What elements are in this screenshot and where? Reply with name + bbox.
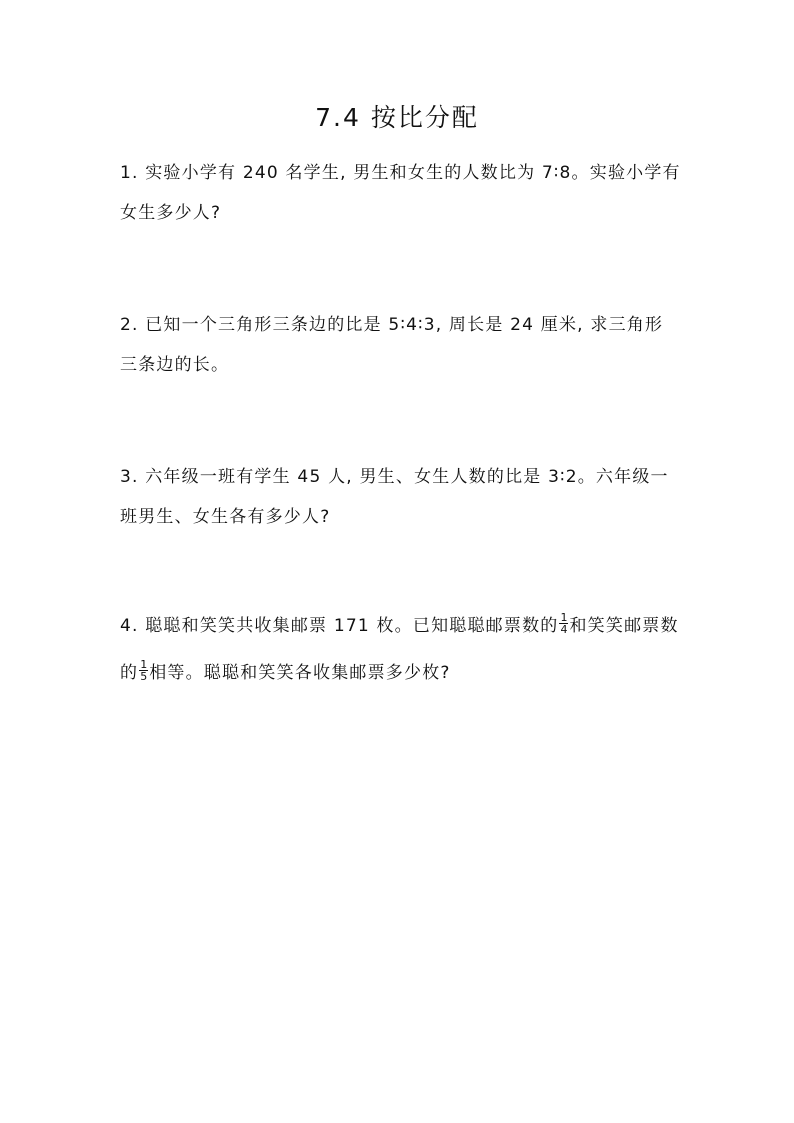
problem-2-line-2: 三条边的长。	[120, 355, 230, 375]
page-title: 7.4 按比分配	[315, 103, 479, 132]
problem-4-line-2-text-a: 的	[120, 663, 139, 683]
fraction-numerator: 1	[560, 610, 568, 624]
problem-3-line-1: 3. 六年级一班有学生 45 人, 男生、女生人数的比是 3∶2。六年级一	[120, 467, 669, 487]
fraction-denominator: 5	[140, 669, 148, 683]
problem-2-line-1: 2. 已知一个三角形三条边的比是 5∶4∶3, 周长是 24 厘米, 求三角形	[120, 315, 664, 335]
problem-1-line-2: 女生多少人?	[120, 203, 222, 223]
fraction-one-fifth	[139, 659, 148, 682]
fraction-numerator: 1	[140, 657, 148, 671]
fraction-one-quarter	[559, 612, 568, 635]
problem-3-line-2: 班男生、女生各有多少人?	[120, 507, 331, 527]
fraction-denominator: 4	[560, 622, 568, 636]
problem-4-line-1	[120, 610, 679, 638]
problem-4-line-1-text-a: 4. 聪聪和笑笑共收集邮票 171 枚。已知聪聪邮票数的	[120, 616, 559, 636]
problem-1-line-1: 1. 实验小学有 240 名学生, 男生和女生的人数比为 7∶8。实验小学有	[120, 163, 681, 183]
problem-4-line-2	[120, 657, 451, 685]
problem-4-line-1-text-b: 和笑笑邮票数	[569, 616, 679, 636]
problem-4-line-2-text-b: 相等。聪聪和笑笑各收集邮票多少枚?	[149, 663, 451, 683]
